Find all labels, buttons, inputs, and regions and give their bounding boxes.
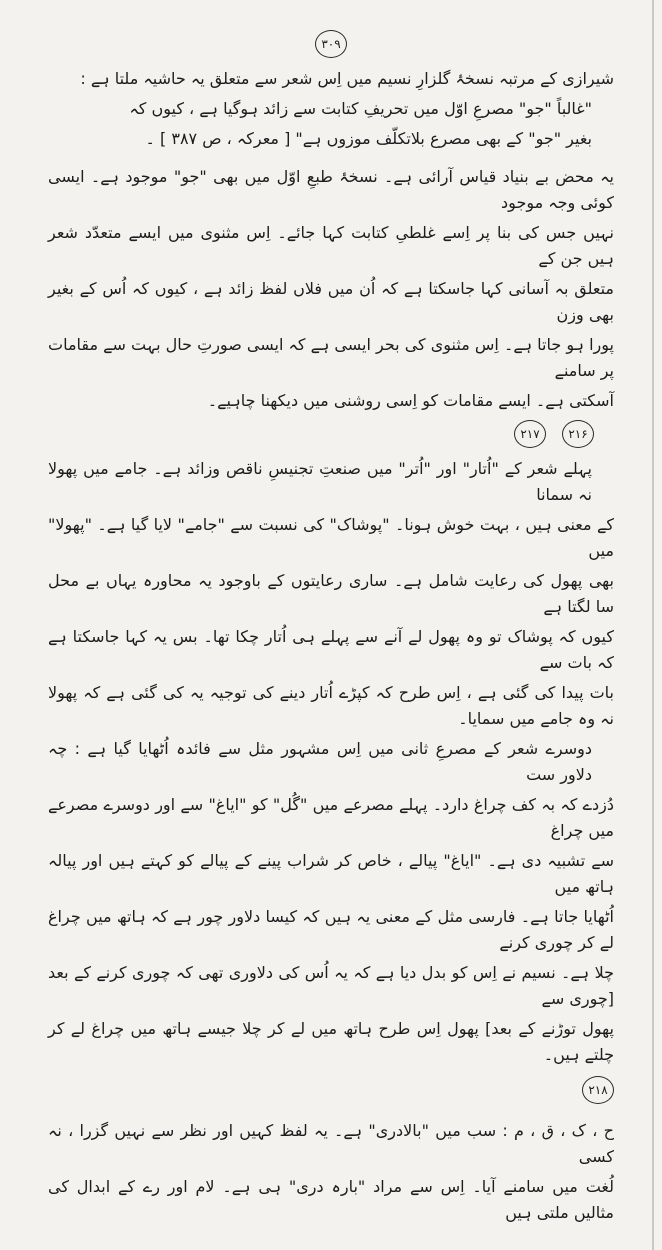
- quote-line: "غالباً "جو" مصرعِ اوّل میں تحریفِ کتابت سے زائد ہوگیا ہے ، کیوں کہ: [129, 99, 592, 118]
- text-line: سے تشبیہ دی ہے۔ "ایاغ" پیالے ، خاص کر شراب پینے کے پیالے کو کہتے ہیں اور پیالہ ہاتھ میں: [48, 851, 614, 896]
- footnote-markers: [48, 1076, 614, 1104]
- footnote-marker: ۲۱۸: [582, 1076, 614, 1104]
- text-line: متعلق بہ آسانی کہا جاسکتا ہے کہ اُن میں فلاں لفظ زائد ہے ، کیوں کہ اُس کے بغیر بھی وزن: [48, 279, 614, 324]
- footnote-marker: ۲۱۶: [562, 420, 594, 448]
- footnote-marker: ۲۱۷: [514, 420, 546, 448]
- text-line: پہلے شعر کے "اُتار" اور "اُتر" میں صنعتِ تجنیسِ ناقص وزائد ہے۔ جامے میں پھولا نہ سمانا: [48, 459, 592, 504]
- quote-line: بغیر "جو" کے بھی مصرع بلاتکلّف موزوں ہے" [ معرکہ ، ص ۳۸۷ ] ۔: [145, 129, 592, 148]
- text-line: بھی پھول کی رعایت شامل ہے۔ ساری رعایتوں کے باوجود یہ محاورہ یہاں بے محل سا لگتا ہے: [48, 571, 614, 616]
- text-line: کیوں کہ پوشاک تو وہ پھول لے آنے سے پہلے ہی اُتار چکا تھا۔ بس یہ کہا جاسکتا ہے کہ بات سے: [48, 627, 614, 672]
- text-line: یہ محض بے بنیاد قیاس آرائی ہے۔ نسخۂ طبعِ اوّل میں بھی "جو" موجود ہے۔ ایسی کوئی وجہ موجود: [48, 167, 614, 212]
- text-line: چلا ہے۔ نسیم نے اِس کو بدل دیا ہے کہ یہ اُس کی دلاوری تھی کہ چوری کرنے کے بعد [چوری سے: [48, 963, 614, 1008]
- text-line: شیرازی کے مرتبہ نسخۂ گلزارِ نسیم میں اِس شعر سے متعلق یہ حاشیہ ملتا ہے :: [80, 69, 614, 88]
- text-line: نہیں جس کی بنا پر اِسے غلطیِ کتابت کہا جائے۔ اِس مثنوی میں ایسے متعدّد شعر ہیں جن کے: [48, 223, 614, 268]
- footnote-markers: [48, 420, 594, 448]
- text-line: بات پیدا کی گئی ہے ، اِس طرح کہ کپڑے اُتار دینے کی توجیہ یہ کی گئی ہے کہ پھولا نہ وہ جامے میں سمایا۔: [48, 683, 614, 728]
- text-line: دُزدے کہ بہ کف چراغ دارد۔ پہلے مصرعے میں "گُل" کو "ایاغ" سے اور دوسرے مصرعے میں چراغ: [48, 795, 614, 840]
- text-line: کے معنی ہیں ، بہت خوش ہونا۔ "پوشاک" کی نسبت سے "جامے" لایا گیا ہے۔ "پھولا" میں: [48, 515, 614, 560]
- page-body: [48, 0, 614, 1250]
- text-line: آسکتی ہے۔ ایسے مقامات کو اِسی روشنی میں دیکھنا چاہیے۔: [207, 391, 614, 410]
- text-line: ح ، ک ، ق ، م : سب میں "بالادری" ہے۔ یہ لفظ کہیں اور نظر سے نہیں گزرا ، نہ کسی: [48, 1121, 614, 1166]
- page-number: ۳۰۹: [315, 30, 347, 58]
- text-line: لُغت میں سامنے آیا۔ اِس سے مراد "بارہ دری" ہی ہے۔ لام اور رے کے ابدال کی مثالیں ملتی ہیں: [48, 1177, 614, 1222]
- text-line: پھول توڑنے کے بعد] پھول اِس طرح ہاتھ میں لے کر چلا جیسے ہاتھ میں چراغ لے کر چلتے ہیں۔: [48, 1019, 614, 1064]
- text-line: دوسرے شعر کے مصرعِ ثانی میں اِس مشہور مثل سے فائدہ اُٹھایا گیا ہے : چہ دلاور ست: [48, 739, 592, 784]
- page-edge: [652, 0, 654, 1250]
- text-line: پورا ہو جاتا ہے۔ اِس مثنوی کی بحر ایسی ہے کہ ایسی صورتِ حال بہت سے مقامات پر سامنے: [48, 335, 614, 380]
- page-header: [48, 30, 614, 58]
- text-line: اُٹھایا جاتا ہے۔ فارسی مثل کے معنی یہ ہیں کہ کیسا دلاور چور ہے کہ ہاتھ میں چراغ لے کر چوری کرنے: [48, 907, 614, 952]
